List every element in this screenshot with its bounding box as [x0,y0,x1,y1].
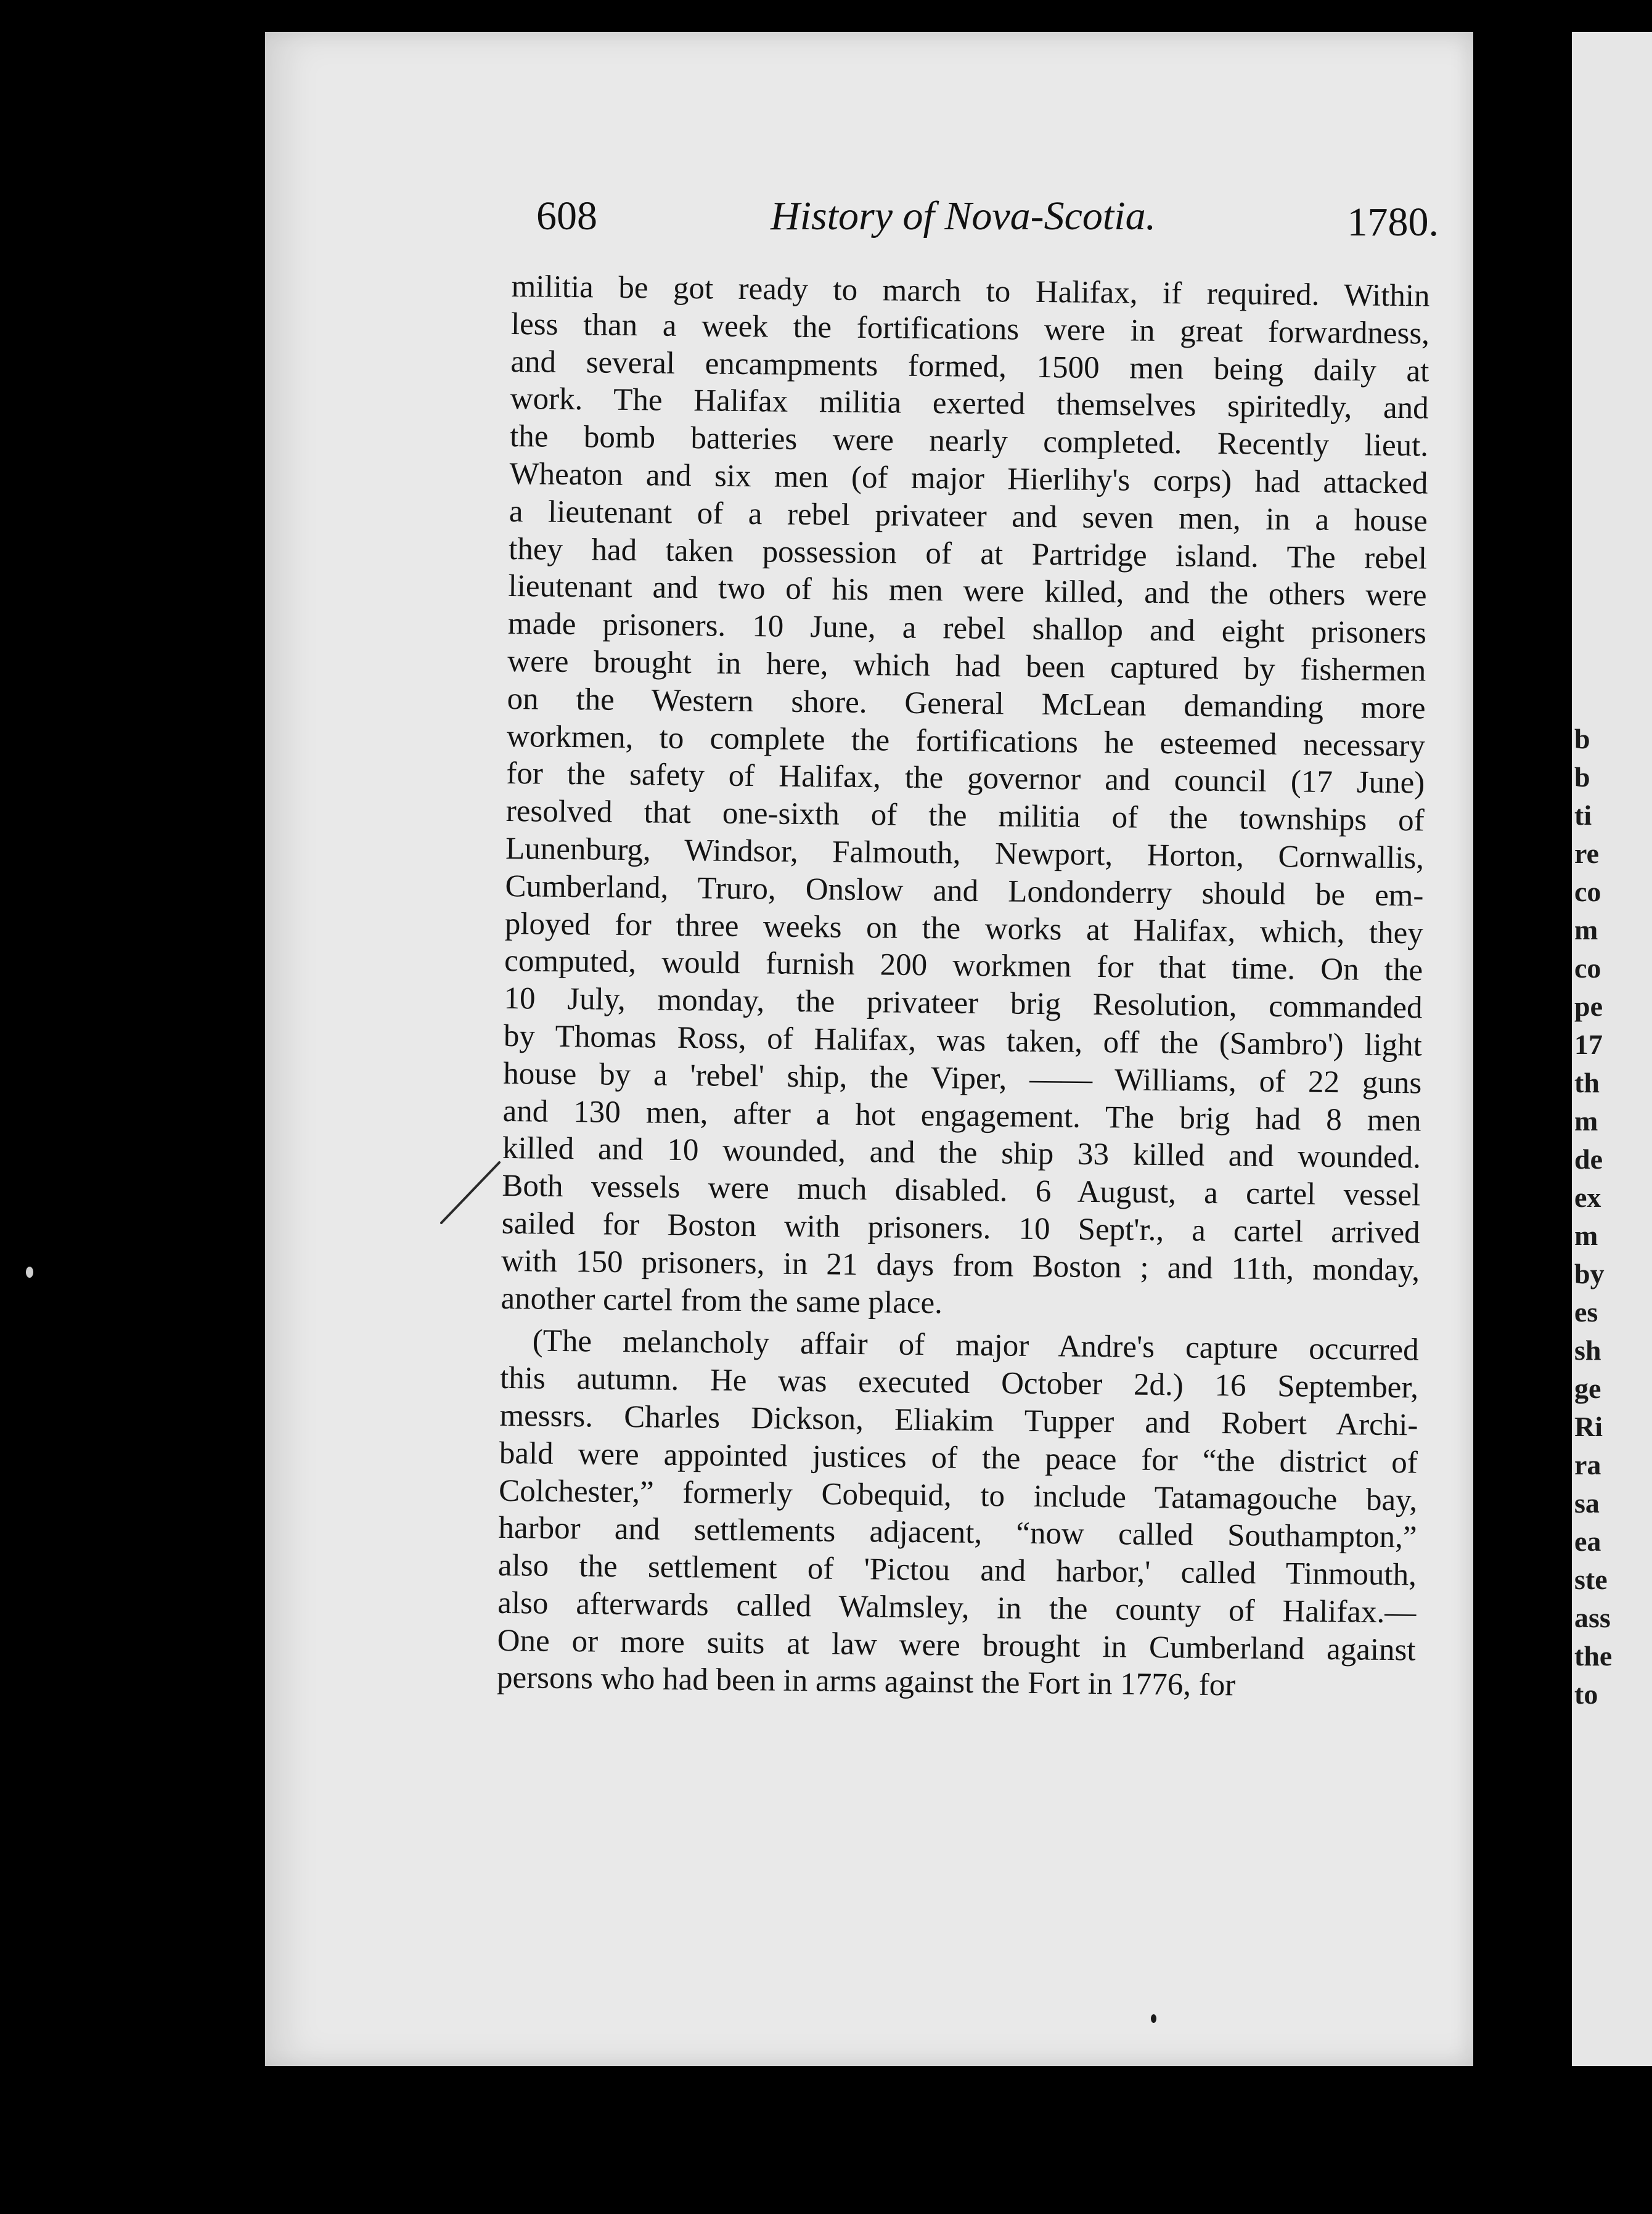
text-line: the bomb batteries were nearly completed. Recently lieut. [509,419,1429,464]
text-line: with 150 prisoners, in 21 days from Boston ; and 11th, monday, [501,1243,1420,1288]
adjacent-page-fragment: ass [1574,1602,1611,1633]
text-line: messrs. Charles Dickson, Eliakim Tupper and Robert Archi- [499,1398,1418,1443]
adjacent-page-fragment: co [1574,952,1601,984]
ink-dot [1151,2014,1156,2023]
text-line: this autumn. He was executed October 2d.) 16 September, [499,1361,1419,1405]
adjacent-page-fragment: m [1574,1220,1598,1251]
running-header [536,188,1449,256]
text-line: computed, would furnish 200 workmen for that time. On the [504,944,1423,988]
text-line: Cumberland, Truro, Onslow and Londonderry should be em- [505,868,1424,913]
adjacent-page-fragment: ge [1574,1373,1601,1404]
paragraph [501,268,1430,1327]
text-line: on the Western shore. General McLean demanding more [507,681,1426,726]
adjacent-page-fragment: re [1574,838,1600,869]
text-line: were brought in here, which had been captured by fishermen [507,643,1426,688]
text-line: Both vessels were much disabled. 6 August, a cartel vessel [502,1169,1421,1213]
adjacent-page-fragment: sa [1574,1487,1600,1519]
adjacent-page-fragment: b [1574,761,1590,793]
text-line: 10 July, monday, the privateer brig Resolution, commanded [504,981,1423,1026]
page-gutter-shadow [1474,0,1572,2214]
text-line: a lieutenant of a rebel privateer and seven men, in a house [509,494,1428,539]
text-line: work. The Halifax militia exerted themselves spiritedly, and [510,382,1429,426]
scan-speck [26,1267,33,1278]
adjacent-page-fragment: sh [1574,1334,1601,1366]
body-text [497,268,1430,1707]
text-line: also the settlement of 'Pictou and harbor,' called Tinmouth, [497,1548,1417,1593]
adjacent-page-fragment: ea [1574,1526,1601,1557]
adjacent-page-fragment: by [1574,1258,1605,1289]
adjacent-page-fragment: m [1574,914,1598,946]
adjacent-page-fragment: ste [1574,1564,1608,1595]
adjacent-page-fragment: ti [1574,799,1592,831]
adjacent-page-fragment: m [1574,1105,1598,1137]
adjacent-page-fragment: de [1574,1143,1603,1175]
text-line: militia be got ready to march to Halifax, if required. Within [511,269,1430,314]
text-line: harbor and settlements adjacent, “now called Southampton,” [498,1511,1417,1555]
adjacent-page-fragment: Ri [1574,1411,1603,1442]
text-line: resolved that one-sixth of the militia of the townships of [505,794,1425,838]
adjacent-page-fragment: to [1574,1678,1598,1710]
adjacent-page-fragment: es [1574,1296,1598,1328]
adjacent-page-edge [1572,32,1652,2066]
text-line: (The melancholy affair of major Andre's capture occurred [532,1323,1419,1368]
text-line: sailed for Boston with prisoners. 10 Sept'r., a cartel arrived [501,1206,1420,1251]
text-line: ployed for three weeks on the works at Halifax, which, they [504,906,1424,951]
text-line: workmen, to complete the fortifications he esteemed necessary [506,719,1426,764]
adjacent-page-fragment: ex [1574,1182,1601,1213]
text-line: and several encampments formed, 1500 men being daily at [510,344,1429,389]
adjacent-page-fragment: the [1574,1640,1613,1672]
adjacent-page-fragment: pe [1574,991,1603,1022]
text-line: house by a 'rebel' ship, the Viper, —— Williams, of 22 guns [503,1056,1422,1101]
text-line: bald were appointed justices of the peace for “the district of [499,1436,1418,1481]
adjacent-page-fragment: b [1574,723,1590,754]
text-line: and 130 men, after a hot engagement. The brig had 8 men [502,1093,1421,1138]
text-line: also afterwards called Walmsley, in the county of Halifax.— [497,1585,1417,1630]
text-line: by Thomas Ross, of Halifax, was taken, off the (Sambro') light [503,1018,1423,1063]
running-title: History of Nova-Scotia. [771,194,1156,239]
text-line: for the safety of Halifax, the governor and council (17 June) [506,756,1425,801]
adjacent-page-fragment: th [1574,1067,1600,1098]
adjacent-page-fragment: 17 [1574,1029,1603,1060]
text-line: lieutenant and two of his men were killed, and the others were [508,569,1427,613]
text-line: another cartel from the same place. [501,1281,943,1320]
text-line: killed and 10 wounded, and the ship 33 killed and wounded. [502,1131,1421,1175]
header-year: 1780. [1347,200,1439,245]
page-number: 608 [536,194,597,239]
text-line: they had taken possession of at Partridge island. The rebel [508,531,1428,576]
text-line: persons who had been in arms against the Fort in 1776, for [496,1661,1236,1703]
adjacent-page-fragment: co [1574,876,1601,907]
pencil-annotation-mark [439,1159,504,1227]
adjacent-page-fragment: ra [1574,1449,1601,1481]
text-line: made prisoners. 10 June, a rebel shallop and eight prisoners [507,607,1427,651]
text-line: Lunenburg, Windsor, Falmouth, Newport, Horton, Cornwallis, [505,831,1425,876]
text-line: Wheaton and six men (of major Hierlihy's corps) had attacked [509,456,1428,501]
text-line: One or more suits at law were brought in Cumberland against [497,1623,1416,1668]
text-line: less than a week the fortifications were in great forwardness, [510,306,1430,351]
paragraph [497,1317,1419,1707]
text-line: Colchester,” formerly Cobequid, to include Tatamagouche bay, [498,1473,1418,1518]
